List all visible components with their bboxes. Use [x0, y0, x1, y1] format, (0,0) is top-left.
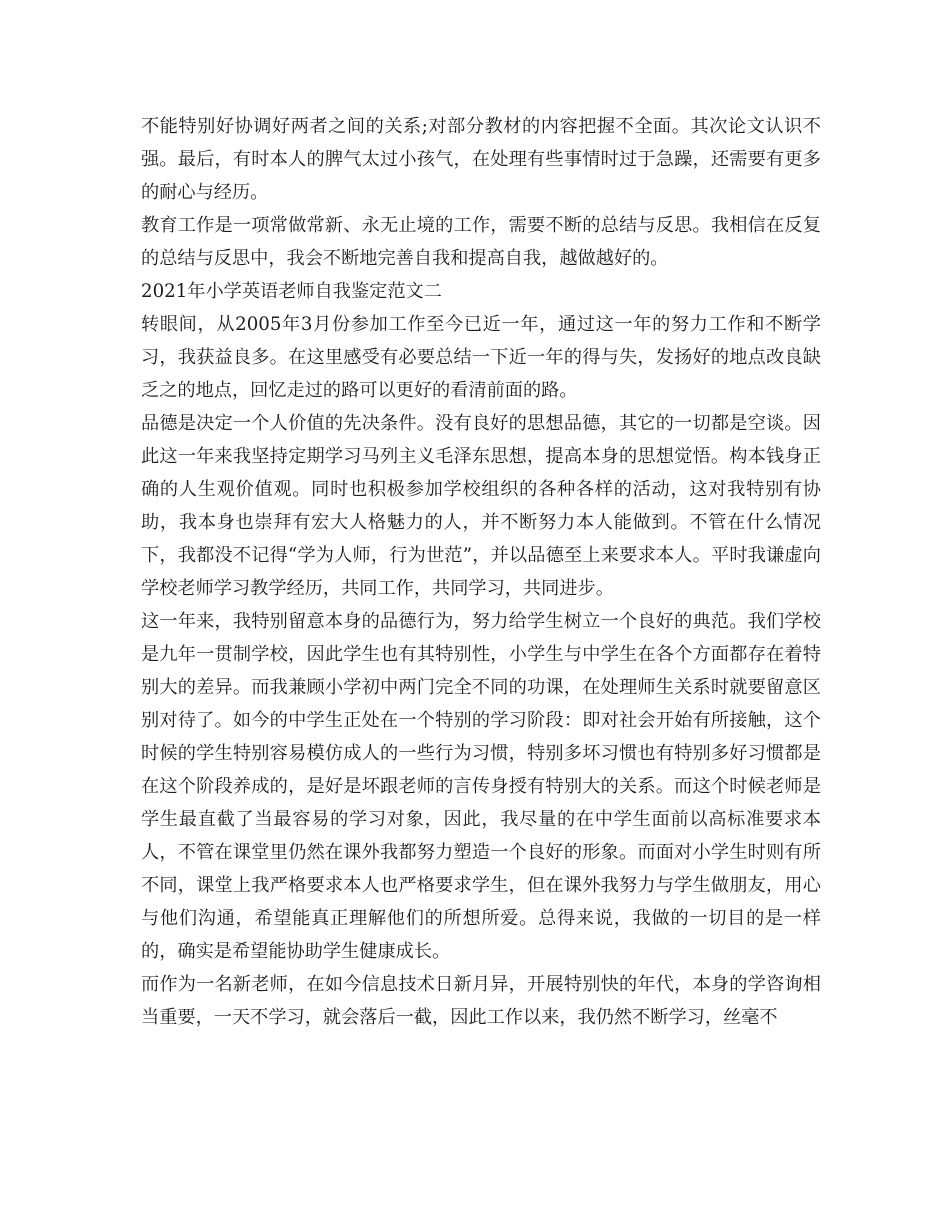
section-title: 2021年小学英语老师自我鉴定范文二	[141, 281, 442, 302]
document-body	[141, 110, 821, 1034]
paragraph-weaknesses: 不能特别好协调好两者之间的关系;对部分教材的内容把握不全面。其次论文认识不强。最后，有时本人的脾气太过小孩气，在处理有些事情时过于急躁，还需要有更多的耐心与经历。	[141, 116, 821, 203]
paragraph-reflection: 教育工作是一项常做常新、永无止境的工作，需要不断的总结与反思。我相信在反复的总结与反思中，我会不断地完善自我和提高自我，越做越好的。	[141, 215, 821, 269]
paragraph-intro: 转眼间，从2005年3月份参加工作至今已近一年，通过这一年的努力工作和不断学习，我获益良多。在这里感受有必要总结一下近一年的得与失，发扬好的地点改良缺乏之的地点，回忆走过的路可以更好的看清前面的路。	[141, 314, 821, 401]
paragraph-learning: 而作为一名新老师，在如今信息技术日新月异，开展特别快的年代，本身的学咨询相当重要，一天不学习，就会落后一截，因此工作以来，我仍然不断学习，丝毫不	[141, 974, 821, 1028]
paragraph-morality: 品德是决定一个人价值的先决条件。没有良好的思想品德，其它的一切都是空谈。因此这一年来我坚持定期学习马列主义毛泽东思想，提高本身的思想觉悟。构本钱身正确的人生观价值观。同时也积极参加学校组织的各种各样的活动，这对我特别有协助，我本身也崇拜有宏大人格魅力的人，并不断努力本人能做到。不管在什么情况下，我都没不记得“学为人师，行为世范”，并以品德至上来要求本人。平时我谦虚向学校老师学习教学经历，共同工作，共同学习，共同进步。	[141, 413, 821, 599]
paragraph-conduct: 这一年来，我特别留意本身的品德行为，努力给学生树立一个良好的典范。我们学校是九年一贯制学校，因此学生也有其特别性，小学生与中学生在各个方面都存在着特别大的差异。而我兼顾小学初中两门完全不同的功课，在处理师生关系时就要留意区别对待了。如今的中学生正处在一个特别的学习阶段：即对社会开始有所接触，这个时候的学生特别容易模仿成人的一些行为习惯，特别多坏习惯也有特别多好习惯都是在这个阶段养成的，是好是坏跟老师的言传身授有特别大的关系。而这个时候老师是学生最直截了当最容易的学习对象，因此，我尽量的在中学生面前以高标准要求本人，不管在课堂里仍然在课外我都努力塑造一个良好的形象。而面对小学生时则有所不同，课堂上我严格要求本人也严格要求学生，但在课外我努力与学生做朋友，用心与他们沟通，希望能真正理解他们的所想所爱。总得来说，我做的一切目的是一样的，确实是希望能协助学生健康成长。	[141, 611, 821, 962]
